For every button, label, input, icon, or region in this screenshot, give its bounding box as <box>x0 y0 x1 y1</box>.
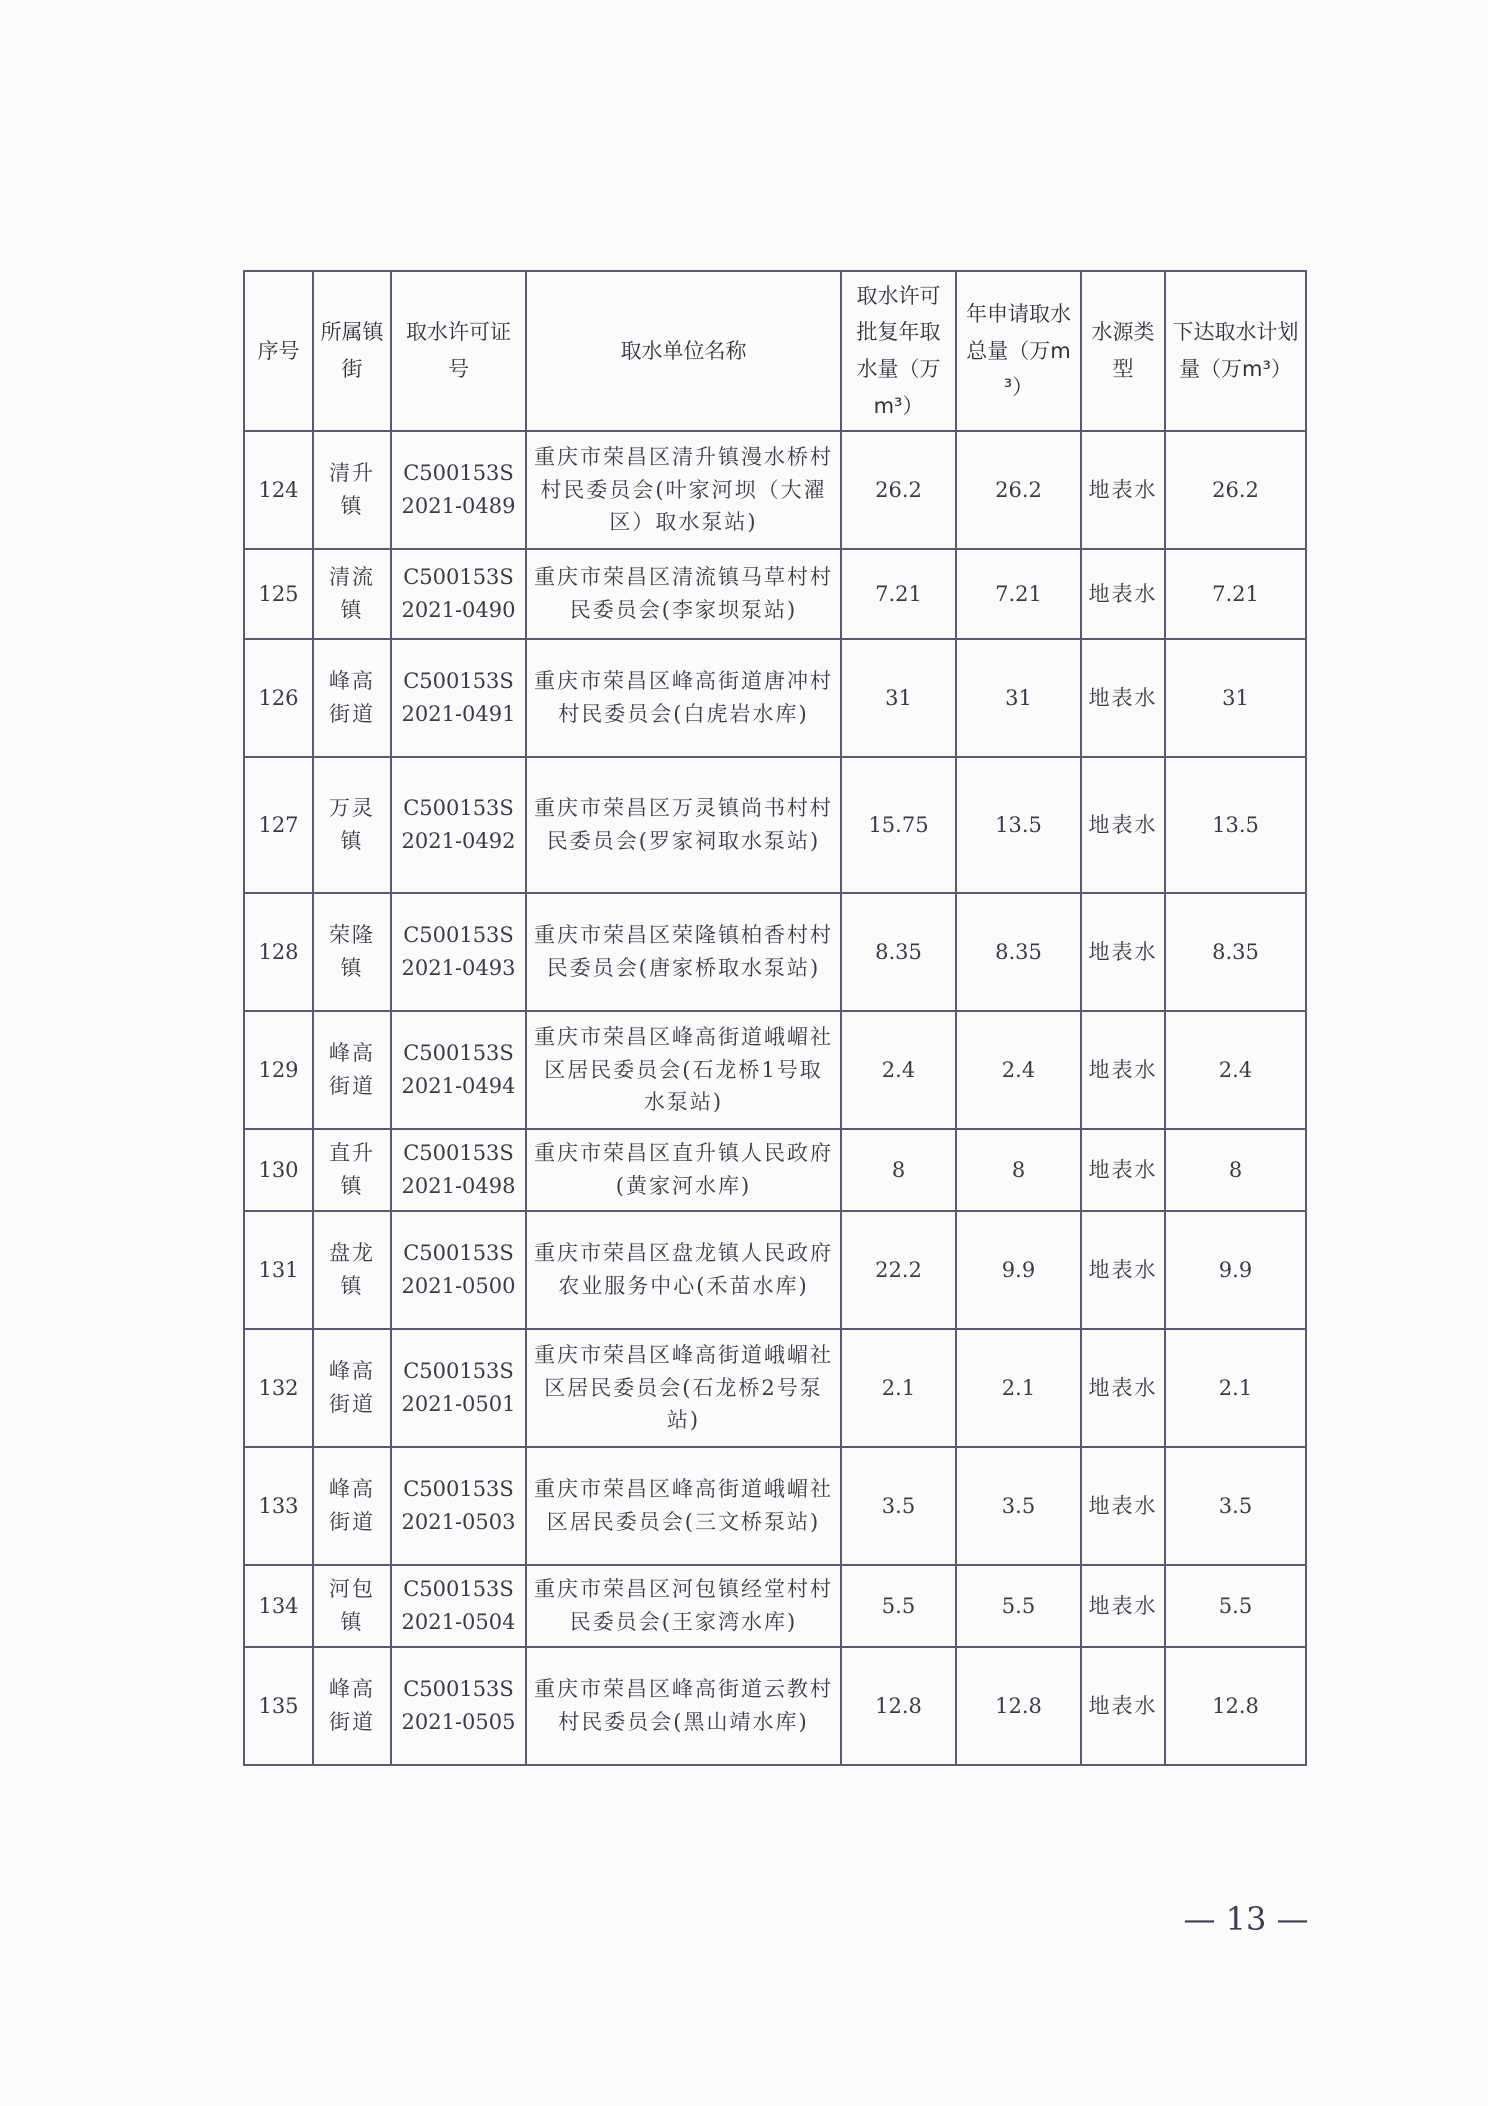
town-cell: 清流镇 <box>313 549 391 639</box>
applied-volume-cell: 2.1 <box>956 1329 1081 1447</box>
table-row <box>244 1329 1306 1447</box>
permit-number-cell: C500153S 2021-0505 <box>391 1647 526 1765</box>
unit-name-cell: 重庆市荣昌区河包镇经堂村村民委员会(王家湾水库) <box>526 1565 841 1647</box>
town-cell: 峰高街道 <box>313 1329 391 1447</box>
header-applied-volume: 年申请取水总量（万m³） <box>956 271 1081 431</box>
approved-volume-cell: 5.5 <box>841 1565 956 1647</box>
table-row <box>244 1129 1306 1211</box>
table-row <box>244 639 1306 757</box>
town-cell: 峰高街道 <box>313 1011 391 1129</box>
town-cell: 直升镇 <box>313 1129 391 1211</box>
applied-volume-cell: 2.4 <box>956 1011 1081 1129</box>
applied-volume-cell: 5.5 <box>956 1565 1081 1647</box>
permit-number-cell: C500153S 2021-0492 <box>391 757 526 893</box>
unit-name-cell: 重庆市荣昌区万灵镇尚书村村民委员会(罗家祠取水泵站) <box>526 757 841 893</box>
planned-volume-cell: 8.35 <box>1165 893 1306 1011</box>
planned-volume-cell: 8 <box>1165 1129 1306 1211</box>
header-approved-volume: 取水许可批复年取水量（万m³） <box>841 271 956 431</box>
table-header-row <box>244 271 1306 431</box>
unit-name-cell: 重庆市荣昌区直升镇人民政府(黄家河水库) <box>526 1129 841 1211</box>
applied-volume-cell: 8.35 <box>956 893 1081 1011</box>
applied-volume-cell: 26.2 <box>956 431 1081 549</box>
planned-volume-cell: 7.21 <box>1165 549 1306 639</box>
serial-number-cell: 129 <box>244 1011 313 1129</box>
planned-volume-cell: 5.5 <box>1165 1565 1306 1647</box>
applied-volume-cell: 7.21 <box>956 549 1081 639</box>
approved-volume-cell: 8 <box>841 1129 956 1211</box>
serial-number-cell: 124 <box>244 431 313 549</box>
serial-number-cell: 131 <box>244 1211 313 1329</box>
table-row <box>244 549 1306 639</box>
permit-number-cell: C500153S 2021-0490 <box>391 549 526 639</box>
approved-volume-cell: 26.2 <box>841 431 956 549</box>
source-type-cell: 地表水 <box>1081 757 1165 893</box>
serial-number-cell: 128 <box>244 893 313 1011</box>
town-cell: 峰高街道 <box>313 1447 391 1565</box>
table-row <box>244 1011 1306 1129</box>
source-type-cell: 地表水 <box>1081 1129 1165 1211</box>
source-type-cell: 地表水 <box>1081 1447 1165 1565</box>
serial-number-cell: 130 <box>244 1129 313 1211</box>
unit-name-cell: 重庆市荣昌区清流镇马草村村民委员会(李家坝泵站) <box>526 549 841 639</box>
approved-volume-cell: 8.35 <box>841 893 956 1011</box>
source-type-cell: 地表水 <box>1081 1211 1165 1329</box>
source-type-cell: 地表水 <box>1081 639 1165 757</box>
approved-volume-cell: 15.75 <box>841 757 956 893</box>
approved-volume-cell: 22.2 <box>841 1211 956 1329</box>
planned-volume-cell: 13.5 <box>1165 757 1306 893</box>
source-type-cell: 地表水 <box>1081 1329 1165 1447</box>
planned-volume-cell: 31 <box>1165 639 1306 757</box>
header-unit-name: 取水单位名称 <box>526 271 841 431</box>
permit-number-cell: C500153S 2021-0500 <box>391 1211 526 1329</box>
applied-volume-cell: 8 <box>956 1129 1081 1211</box>
serial-number-cell: 135 <box>244 1647 313 1765</box>
water-permit-table <box>243 270 1307 1766</box>
planned-volume-cell: 2.1 <box>1165 1329 1306 1447</box>
source-type-cell: 地表水 <box>1081 549 1165 639</box>
approved-volume-cell: 12.8 <box>841 1647 956 1765</box>
planned-volume-cell: 12.8 <box>1165 1647 1306 1765</box>
town-cell: 清升镇 <box>313 431 391 549</box>
table-row <box>244 1647 1306 1765</box>
approved-volume-cell: 2.4 <box>841 1011 956 1129</box>
unit-name-cell: 重庆市荣昌区峰高街道峨嵋社区居民委员会(石龙桥1号取水泵站) <box>526 1011 841 1129</box>
unit-name-cell: 重庆市荣昌区荣隆镇柏香村村民委员会(唐家桥取水泵站) <box>526 893 841 1011</box>
source-type-cell: 地表水 <box>1081 431 1165 549</box>
unit-name-cell: 重庆市荣昌区峰高街道峨嵋社区居民委员会(三文桥泵站) <box>526 1447 841 1565</box>
table-row <box>244 757 1306 893</box>
table-row <box>244 431 1306 549</box>
town-cell: 河包镇 <box>313 1565 391 1647</box>
page-number: — 13 — <box>1183 1900 1309 1938</box>
planned-volume-cell: 26.2 <box>1165 431 1306 549</box>
serial-number-cell: 132 <box>244 1329 313 1447</box>
header-serial-number: 序号 <box>244 271 313 431</box>
source-type-cell: 地表水 <box>1081 1011 1165 1129</box>
approved-volume-cell: 31 <box>841 639 956 757</box>
permit-number-cell: C500153S 2021-0494 <box>391 1011 526 1129</box>
table-body <box>244 431 1306 1765</box>
town-cell: 荣隆镇 <box>313 893 391 1011</box>
approved-volume-cell: 7.21 <box>841 549 956 639</box>
planned-volume-cell: 2.4 <box>1165 1011 1306 1129</box>
unit-name-cell: 重庆市荣昌区峰高街道峨嵋社区居民委员会(石龙桥2号泵站) <box>526 1329 841 1447</box>
serial-number-cell: 126 <box>244 639 313 757</box>
header-permit-number: 取水许可证号 <box>391 271 526 431</box>
unit-name-cell: 重庆市荣昌区峰高街道云教村村民委员会(黑山靖水库) <box>526 1647 841 1765</box>
permit-number-cell: C500153S 2021-0491 <box>391 639 526 757</box>
applied-volume-cell: 3.5 <box>956 1447 1081 1565</box>
town-cell: 峰高街道 <box>313 639 391 757</box>
unit-name-cell: 重庆市荣昌区盘龙镇人民政府农业服务中心(禾苗水库) <box>526 1211 841 1329</box>
permit-number-cell: C500153S 2021-0503 <box>391 1447 526 1565</box>
approved-volume-cell: 2.1 <box>841 1329 956 1447</box>
serial-number-cell: 134 <box>244 1565 313 1647</box>
table-row <box>244 1211 1306 1329</box>
approved-volume-cell: 3.5 <box>841 1447 956 1565</box>
permit-number-cell: C500153S 2021-0489 <box>391 431 526 549</box>
applied-volume-cell: 9.9 <box>956 1211 1081 1329</box>
permit-number-cell: C500153S 2021-0493 <box>391 893 526 1011</box>
source-type-cell: 地表水 <box>1081 1565 1165 1647</box>
planned-volume-cell: 9.9 <box>1165 1211 1306 1329</box>
town-cell: 盘龙镇 <box>313 1211 391 1329</box>
unit-name-cell: 重庆市荣昌区峰高街道唐冲村村民委员会(白虎岩水库) <box>526 639 841 757</box>
applied-volume-cell: 12.8 <box>956 1647 1081 1765</box>
planned-volume-cell: 3.5 <box>1165 1447 1306 1565</box>
table-row <box>244 1565 1306 1647</box>
serial-number-cell: 133 <box>244 1447 313 1565</box>
unit-name-cell: 重庆市荣昌区清升镇漫水桥村村民委员会(叶家河坝（大濯区）取水泵站) <box>526 431 841 549</box>
serial-number-cell: 125 <box>244 549 313 639</box>
permit-number-cell: C500153S 2021-0498 <box>391 1129 526 1211</box>
permit-number-cell: C500153S 2021-0504 <box>391 1565 526 1647</box>
applied-volume-cell: 13.5 <box>956 757 1081 893</box>
header-source-type: 水源类型 <box>1081 271 1165 431</box>
source-type-cell: 地表水 <box>1081 1647 1165 1765</box>
table-row <box>244 1447 1306 1565</box>
town-cell: 万灵镇 <box>313 757 391 893</box>
permit-number-cell: C500153S 2021-0501 <box>391 1329 526 1447</box>
serial-number-cell: 127 <box>244 757 313 893</box>
header-town: 所属镇街 <box>313 271 391 431</box>
table-row <box>244 893 1306 1011</box>
applied-volume-cell: 31 <box>956 639 1081 757</box>
header-planned-volume: 下达取水计划量（万m³） <box>1165 271 1306 431</box>
source-type-cell: 地表水 <box>1081 893 1165 1011</box>
town-cell: 峰高街道 <box>313 1647 391 1765</box>
